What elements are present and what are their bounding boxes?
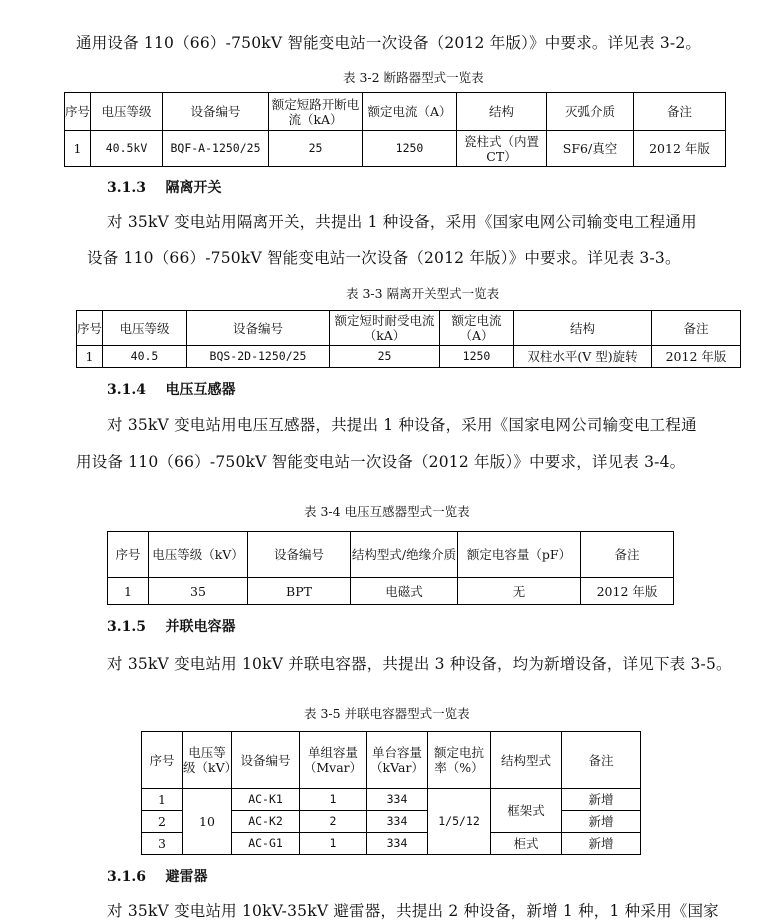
section-title: 并联电容器 (165, 619, 236, 635)
section-heading-3-1-6 (107, 866, 207, 886)
section-number: 3.1.3 (107, 180, 146, 196)
header-cell: 设备编号 (232, 732, 300, 789)
header-cell: 电压等级（kV） (183, 732, 232, 789)
table-cell: 2012 年版 (581, 578, 674, 605)
header-cell: 额定电流（A） (363, 93, 457, 131)
table-cell: 40.5 (103, 346, 187, 368)
table-cell: 1 (300, 789, 367, 811)
paragraph-line: 通用设备 110（66）-750kV 智能变电站一次设备（2012 年版）》中要求。详见表 3-2。 (76, 34, 702, 52)
table-cell: 334 (367, 833, 428, 855)
table-row (77, 346, 741, 368)
header-cell: 单台容量（kVar） (367, 732, 428, 789)
table-cell: AC-G1 (232, 833, 300, 855)
header-cell: 电压等级 (91, 93, 163, 131)
header-cell: 额定电流（A） (440, 311, 514, 346)
table-3-5 (141, 731, 641, 855)
table-cell: 新增 (562, 789, 641, 811)
header-cell: 设备编号 (248, 532, 351, 578)
table-cell: BQF-A-1250/25 (163, 131, 269, 167)
paragraph-line: 用设备 110（66）-750kV 智能变电站一次设备（2012 年版）》中要求，详见表 3-4。 (76, 453, 686, 471)
table-cell: 电磁式 (351, 578, 458, 605)
table-cell: AC-K2 (232, 811, 300, 833)
header-cell: 序号 (77, 311, 103, 346)
table-3-2 (64, 92, 726, 167)
table-cell: 25 (269, 131, 363, 167)
table-cell: 334 (367, 811, 428, 833)
table-cell: 3 (142, 833, 183, 855)
header-cell: 灭弧介质 (547, 93, 634, 131)
section-title: 电压互感器 (165, 382, 236, 398)
section-number: 3.1.4 (107, 382, 146, 398)
table-cell: 双柱水平(V 型)旋转 (514, 346, 652, 368)
table-cell: 瓷柱式（内置CT） (457, 131, 547, 167)
paragraph-line: 对 35kV 变电站用隔离开关，共提出 1 种设备，采用《国家电网公司输变电工程通用 (107, 213, 697, 231)
header-cell: 电压等级（kV） (149, 532, 248, 578)
table-cell: 2012 年版 (634, 131, 726, 167)
section-heading-3-1-5 (107, 616, 235, 636)
table-cell: 框架式 (491, 789, 562, 833)
header-cell: 电压等级 (103, 311, 187, 346)
section-heading-3-1-3 (107, 177, 221, 197)
header-cell: 额定短时耐受电流（kA） (330, 311, 440, 346)
table-caption: 表 3-3 隔离开关型式一览表 (346, 286, 500, 301)
table-cell: 10 (183, 789, 232, 855)
header-cell: 序号 (142, 732, 183, 789)
table-row (65, 131, 726, 167)
header-cell: 结构 (514, 311, 652, 346)
header-cell: 结构型式/绝缘介质 (351, 532, 458, 578)
header-cell: 额定短路开断电流（kA） (269, 93, 363, 131)
header-cell: 设备编号 (163, 93, 269, 131)
table-caption: 表 3-5 并联电容器型式一览表 (304, 706, 470, 721)
header-cell: 序号 (108, 532, 149, 578)
table-cell: 334 (367, 789, 428, 811)
header-cell: 额定电容量（pF） (458, 532, 581, 578)
paragraph-line: 对 35kV 变电站用 10kV-35kV 避雷器，共提出 2 种设备，新增 1 种，1 种采用《国家 (107, 902, 719, 920)
section-title: 隔离开关 (165, 180, 222, 196)
table-cell: 2 (142, 811, 183, 833)
paragraph-line: 对 35kV 变电站用 10kV 并联电容器，共提出 3 种设备，均为新增设备，详见下表 3-5。 (107, 655, 732, 673)
header-cell: 备注 (562, 732, 641, 789)
header-cell: 备注 (581, 532, 674, 578)
table-cell: 35 (149, 578, 248, 605)
table-cell: 1250 (363, 131, 457, 167)
table-cell: 25 (330, 346, 440, 368)
section-number: 3.1.6 (107, 869, 146, 885)
table-cell: 1/5/12 (428, 789, 491, 855)
table-3-4 (107, 531, 674, 605)
table-cell: BPT (248, 578, 351, 605)
section-title: 避雷器 (165, 869, 208, 885)
table-cell: 2 (300, 811, 367, 833)
header-cell: 备注 (652, 311, 741, 346)
table-cell: BQS-2D-1250/25 (187, 346, 330, 368)
table-cell: 无 (458, 578, 581, 605)
header-cell: 结构 (457, 93, 547, 131)
table-cell: 2012 年版 (652, 346, 741, 368)
table-cell: 1250 (440, 346, 514, 368)
paragraph-line: 对 35kV 变电站用电压互感器，共提出 1 种设备，采用《国家电网公司输变电工程通 (107, 416, 697, 434)
table-row (142, 789, 641, 811)
table-caption: 表 3-2 断路器型式一览表 (343, 70, 484, 85)
paragraph-line: 设备 110（66）-750kV 智能变电站一次设备（2012 年版）》中要求。详见表 3-3。 (87, 249, 681, 267)
section-heading-3-1-4 (107, 379, 235, 399)
header-cell: 设备编号 (187, 311, 330, 346)
table-cell: 1 (77, 346, 103, 368)
table-cell: 新增 (562, 811, 641, 833)
table-cell: SF6/真空 (547, 131, 634, 167)
table-cell: 40.5kV (91, 131, 163, 167)
table-3-3 (76, 310, 741, 368)
table-cell: 1 (142, 789, 183, 811)
table-row (108, 578, 674, 605)
table-cell: AC-K1 (232, 789, 300, 811)
header-cell: 备注 (634, 93, 726, 131)
table-cell: 1 (108, 578, 149, 605)
table-caption: 表 3-4 电压互感器型式一览表 (304, 504, 470, 519)
table-cell: 1 (300, 833, 367, 855)
header-cell: 序号 (65, 93, 91, 131)
header-cell: 单组容量（Mvar） (300, 732, 367, 789)
table-cell: 柜式 (491, 833, 562, 855)
table-cell: 1 (65, 131, 91, 167)
table-cell: 新增 (562, 833, 641, 855)
header-cell: 额定电抗率（%） (428, 732, 491, 789)
section-number: 3.1.5 (107, 619, 146, 635)
header-cell: 结构型式 (491, 732, 562, 789)
